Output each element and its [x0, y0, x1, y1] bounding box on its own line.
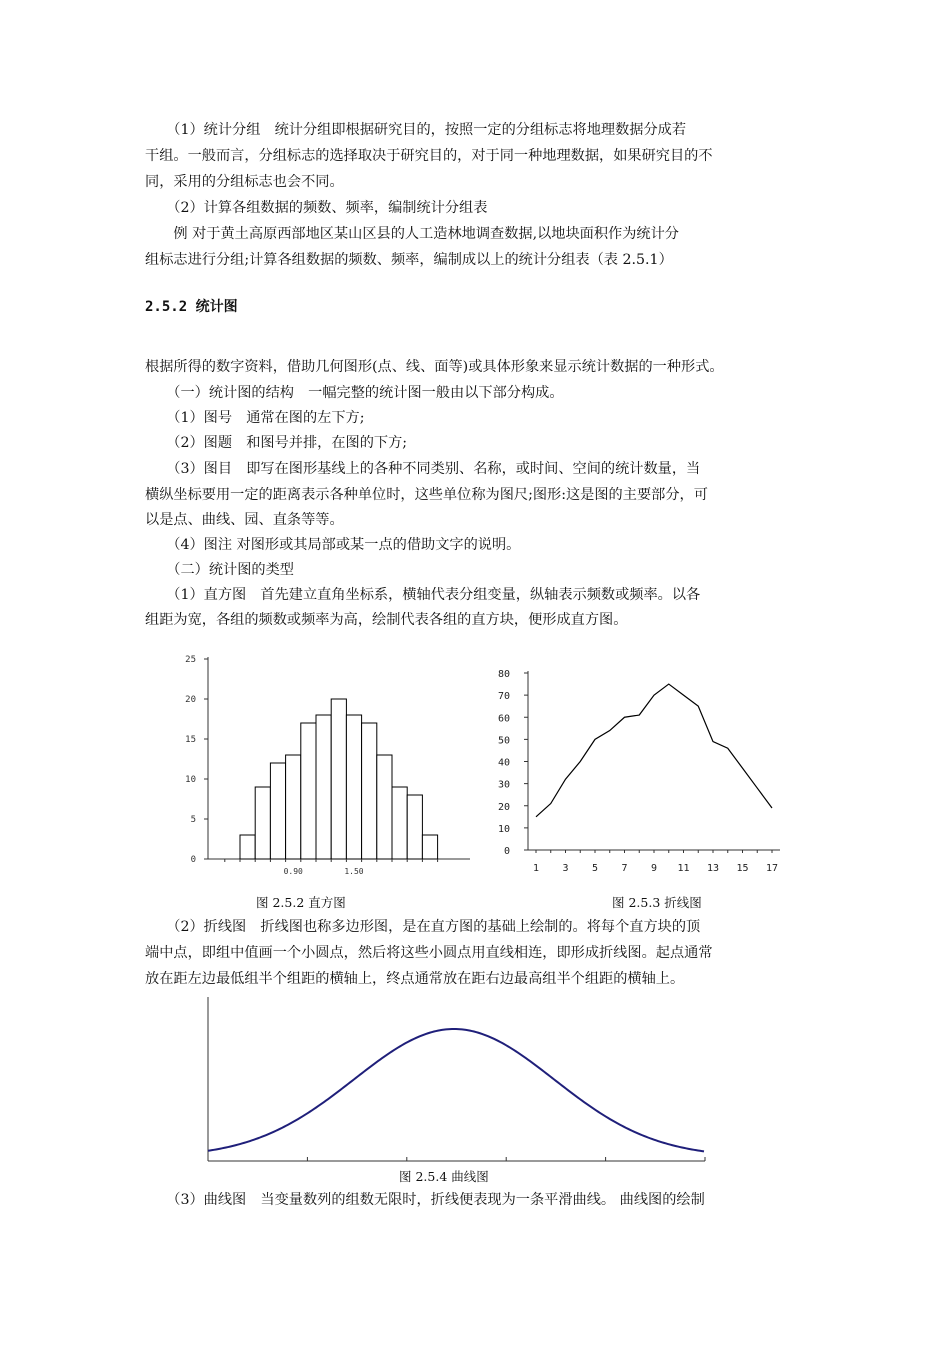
line-chart: [480, 660, 790, 885]
histogram-bar: [316, 715, 331, 859]
histogram-bar: [362, 723, 377, 859]
x-tick-label: 3: [562, 863, 569, 874]
paragraph-line: （1）直方图 首先建立直角坐标系，横轴代表分组变量，纵轴表示频数或频率。以各: [145, 587, 701, 603]
y-tick-label: 70: [497, 691, 510, 703]
line-chart-caption: 图 2.5.3 折线图: [612, 895, 702, 910]
paragraph-line: 组距为宽，各组的频数或频率为高，绘制代表各组的直方块，便形成直方图。: [145, 612, 628, 628]
histogram-bar: [240, 835, 255, 859]
y-tick-label: 20: [497, 801, 510, 813]
y-tick-label: 0: [503, 846, 510, 857]
y-tick-label: 10: [185, 775, 196, 785]
y-tick-label: 5: [190, 815, 196, 825]
paragraph-line: （3）图目 即写在图形基线上的各种不同类别、名称，或时间、空间的统计数量，当: [145, 461, 701, 477]
histogram-bar: [392, 787, 407, 859]
histogram-caption: 图 2.5.2 直方图: [256, 895, 346, 910]
x-tick-label: 9: [650, 863, 658, 874]
paragraph-line: 放在距左边最低组半个组距的横轴上，终点通常放在距右边最高组半个组距的横轴上。: [145, 971, 685, 987]
x-tick-label: 13: [706, 863, 720, 874]
x-tick-label: 7: [621, 863, 628, 874]
histogram-chart: [160, 645, 480, 885]
paragraph-line: 干组。一般而言，分组标志的选择取决于研究目的，对于同一种地理数据，如果研究目的不: [145, 148, 713, 164]
y-tick-label: 60: [497, 713, 510, 725]
histogram-bar: [286, 755, 301, 859]
y-tick-label: 15: [185, 735, 196, 745]
x-tick-label: 5: [591, 863, 599, 874]
paragraph-line: （2）图题 和图号并排，在图的下方;: [145, 435, 408, 451]
histogram-bar: [407, 795, 422, 859]
x-tick-label: 15: [736, 863, 749, 874]
y-tick-label: 40: [497, 757, 510, 769]
y-tick-label: 80: [497, 669, 510, 680]
paragraph-line: 组标志进行分组;计算各组数据的频数、频率，编制成以上的统计分组表（表 2.5.1）: [145, 252, 673, 268]
histogram-bar: [270, 763, 285, 859]
section-heading: 2.5.2 统计图: [145, 299, 238, 315]
x-tick-label: 1.50: [344, 867, 364, 876]
paragraph-line: 以是点、曲线、园、直条等等。: [145, 512, 344, 528]
paragraph-line: （一）统计图的结构 一幅完整的统计图一般由以下部分构成。: [145, 385, 564, 401]
paragraph-line: （1）图号 通常在图的左下方;: [145, 410, 365, 426]
paragraph-line: （3）曲线图 当变量数列的组数无限时，折线便表现为一条平滑曲线。 曲线图的绘制: [145, 1192, 705, 1208]
y-tick-label: 25: [185, 655, 196, 665]
paragraph-line: （1）统计分组 统计分组即根据研究目的，按照一定的分组标志将地理数据分成若: [145, 122, 687, 138]
histogram-bar: [255, 787, 270, 859]
paragraph-line: 端中点，即组中值画一个小圆点，然后将这些小圆点用直线相连，即形成折线图。起点通常: [145, 945, 713, 961]
x-tick-label: 1: [532, 863, 540, 874]
paragraph-line: （2）折线图 折线图也称多边形图，是在直方图的基础上绘制的。将每个直方块的顶: [145, 919, 701, 935]
curve-chart: [200, 995, 715, 1170]
histogram-bar: [422, 835, 437, 859]
paragraph-line: 根据所得的数字资料，借助几何图形(点、线、面等)或具体形象来显示统计数据的一种形式。: [145, 359, 724, 375]
histogram-bar: [377, 755, 392, 859]
series-line: [536, 684, 772, 817]
paragraph-line: （2）计算各组数据的频数、频率，编制统计分组表: [145, 200, 488, 216]
histogram-bar: [331, 699, 346, 859]
y-tick-label: 30: [497, 779, 510, 791]
paragraph-line: 同，采用的分组标志也会不同。: [145, 174, 344, 190]
histogram-bar: [346, 715, 361, 859]
paragraph-line: （二）统计图的类型: [145, 562, 294, 578]
y-tick-label: 0: [190, 855, 196, 865]
y-tick-label: 50: [497, 735, 510, 747]
x-tick-label: 11: [677, 863, 690, 874]
curve-line: [208, 1029, 704, 1151]
x-tick-label: 0.90: [283, 867, 303, 876]
paragraph-line: 横纵坐标要用一定的距离表示各种单位时，这些单位称为图尺;图形:这是图的主要部分，可: [145, 487, 708, 503]
y-tick-label: 20: [185, 695, 196, 705]
paragraph-line: （4）图注 对图形或其局部或某一点的借助文字的说明。: [145, 537, 521, 553]
x-tick-label: 17: [765, 863, 779, 874]
paragraph-line: 例 对于黄土高原西部地区某山区县的人工造林地调查数据,以地块面积作为统计分: [145, 226, 679, 242]
histogram-bar: [301, 723, 316, 859]
y-tick-label: 10: [497, 823, 510, 835]
curve-caption: 图 2.5.4 曲线图: [399, 1169, 489, 1184]
